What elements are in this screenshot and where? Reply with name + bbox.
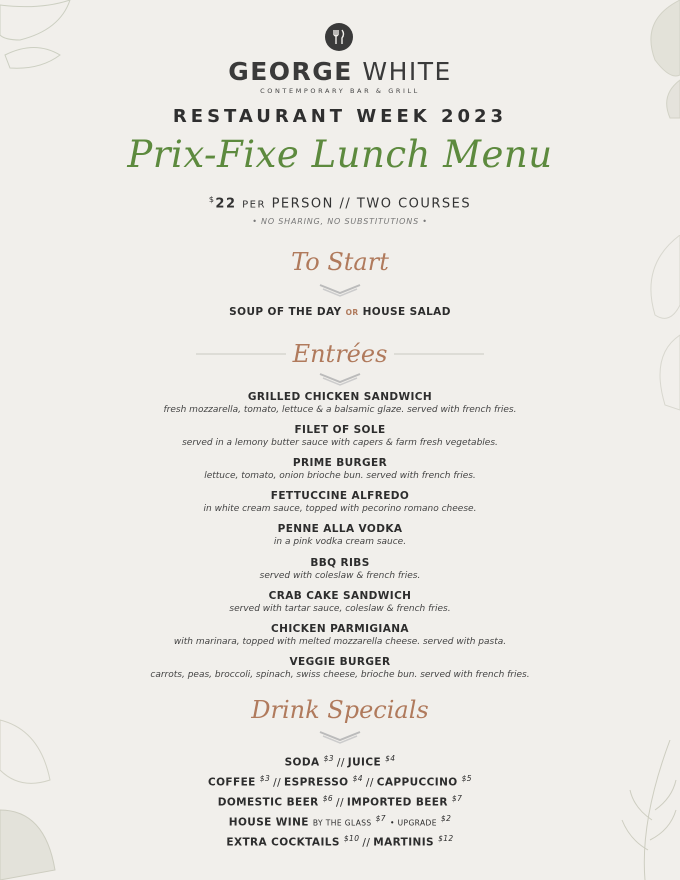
- decorative-leaves-bottom-left: [0, 700, 90, 880]
- drink-row-cocktails: [0, 834, 680, 849]
- imported-beer-price: $7: [451, 794, 463, 803]
- chevron-divider-icon: [315, 372, 365, 386]
- price-per: PER: [242, 199, 266, 211]
- separator: //: [336, 756, 345, 769]
- coffee: COFFEE: [208, 776, 256, 789]
- entree-description: served with coleslaw & french fries.: [259, 571, 421, 581]
- price-line: [0, 195, 680, 211]
- upgrade-label: • UPGRADE: [390, 818, 437, 828]
- price-rest: PERSON // TWO COURSES: [271, 196, 472, 212]
- entree-name: GRILLED CHICKEN SANDWICH: [247, 391, 433, 403]
- brand-name: [0, 57, 680, 86]
- cappuccino: CAPPUCCINO: [376, 776, 458, 789]
- entree-name: CRAB CAKE SANDWICH: [268, 590, 412, 602]
- logo-icon: [325, 23, 353, 51]
- extra-cocktails: EXTRA COCKTAILS: [226, 836, 340, 849]
- upgrade-price: $2: [440, 814, 452, 823]
- entree-description: with marinara, topped with melted mozzarella cheese. served with pasta.: [173, 637, 507, 647]
- chevron-divider-icon: [315, 283, 365, 297]
- drink-row-soft: [0, 754, 680, 769]
- martinis-price: $12: [438, 834, 454, 843]
- wine-price: $7: [375, 814, 386, 823]
- brand-name-light: WHITE: [362, 57, 452, 86]
- or-label: OR: [345, 308, 359, 317]
- juice-price: $4: [385, 754, 396, 763]
- soda: SODA: [284, 756, 320, 769]
- soda-price: $3: [323, 754, 334, 763]
- to-start-title: To Start: [291, 248, 389, 276]
- entree-name: PRIME BURGER: [292, 457, 388, 469]
- entree-description: lettuce, tomato, onion brioche bun. served with french fries.: [204, 471, 476, 481]
- drink-specials-title: Drink Specials: [251, 696, 429, 724]
- coffee-price: $3: [259, 774, 271, 783]
- house-salad: HOUSE SALAD: [362, 306, 451, 318]
- entree-name: BBQ RIBS: [310, 557, 370, 569]
- domestic-beer: DOMESTIC BEER: [217, 796, 319, 809]
- drink-row-wine: [0, 814, 680, 829]
- to-start-options: [0, 306, 680, 318]
- entree-description: carrots, peas, broccoli, spinach, swiss cheese, brioche bun. served with french fries.: [150, 670, 530, 680]
- martinis: MARTINIS: [373, 836, 434, 849]
- espresso-price: $4: [352, 774, 363, 783]
- price-symbol: $: [208, 195, 216, 204]
- entree-name: FILET OF SOLE: [294, 424, 386, 436]
- event-title: RESTAURANT WEEK 2023: [172, 106, 508, 127]
- price-value: 22: [215, 196, 237, 212]
- cappuccino-price: $5: [461, 774, 472, 783]
- espresso: ESPRESSO: [284, 776, 349, 789]
- entree-description: fresh mozzarella, tomato, lettuce & a balsamic glaze. served with french fries.: [163, 405, 517, 415]
- domestic-beer-price: $6: [322, 794, 334, 803]
- drink-row-beer: [0, 794, 680, 809]
- entree-description: in white cream sauce, topped with pecorino romano cheese.: [203, 504, 477, 514]
- house-wine: HOUSE WINE: [228, 816, 309, 829]
- entree-description: in a pink vodka cream sauce.: [273, 537, 407, 547]
- menu-rules: • NO SHARING, NO SUBSTITUTIONS •: [252, 217, 428, 226]
- separator: //: [362, 836, 371, 849]
- cocktails-price: $10: [343, 834, 360, 843]
- entree-description: served in a lemony butter sauce with capers & farm fresh vegetables.: [182, 438, 498, 448]
- entree-description: served with tartar sauce, coleslaw & french fries.: [229, 604, 451, 614]
- entree-name: FETTUCCINE ALFREDO: [270, 490, 410, 502]
- entree-name: VEGGIE BURGER: [289, 656, 391, 668]
- entree-name: CHICKEN PARMIGIANA: [271, 623, 409, 635]
- separator: //: [336, 796, 344, 809]
- menu-title: Prix-Fixe Lunch Menu: [127, 133, 553, 176]
- entree-name: PENNE ALLA VODKA: [277, 523, 403, 535]
- separator: //: [273, 776, 282, 789]
- brand-tagline: CONTEMPORARY BAR & GRILL: [260, 87, 420, 95]
- soup-of-the-day: SOUP OF THE DAY: [229, 306, 342, 318]
- juice: JUICE: [347, 756, 382, 769]
- brand-name-bold: GEORGE: [228, 57, 353, 86]
- drink-row-coffee: [0, 774, 680, 789]
- by-the-glass: BY THE GLASS: [312, 818, 372, 828]
- entrees-title: Entrées: [292, 340, 388, 368]
- chevron-divider-icon: [315, 730, 365, 744]
- separator: //: [365, 776, 374, 789]
- imported-beer: IMPORTED BEER: [346, 796, 448, 809]
